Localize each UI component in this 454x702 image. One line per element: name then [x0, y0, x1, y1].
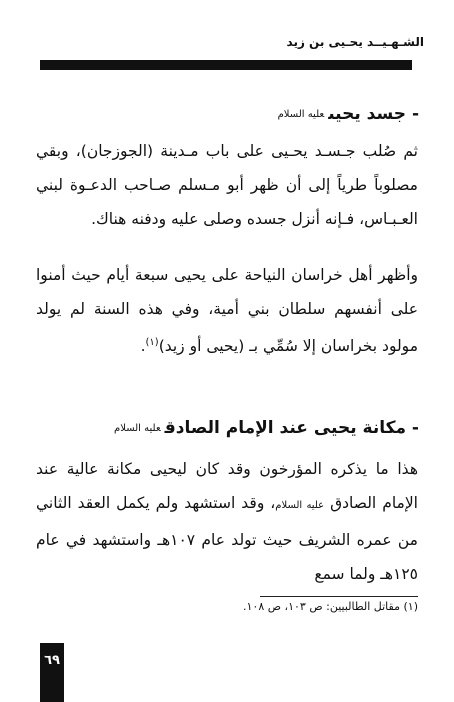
footnote: (١) مقاتل الطالبيين: ص ١٠٣، ص ١٠٨. [243, 600, 418, 613]
section-heading-text: - مكانة يحيى عند الإمام الصادق [164, 418, 419, 438]
paragraph-status-start: هذا ما يذكره المؤرخون وقد كان ليحيى مكانة عالية عند الإمام الصادق [36, 460, 418, 512]
honorific-mark: عليه السلام [114, 422, 161, 434]
section-heading-text: - جسد يحيى [328, 104, 419, 124]
footnote-marker: (١) [145, 337, 159, 348]
footnote-rule [260, 596, 418, 597]
paragraph-mourning-text: وأظهر أهل خراسان النياحة على يحيى سبعة أيام حيث أمنوا على أنفسهم سلطان بني أمية، وفي هذه السنة لم يولد مولود بخراسان إلا سُمِّي بـ (يحيى أو زيد) [36, 266, 418, 356]
paragraph-mourning: وأظهر أهل خراسان النياحة على يحيى سبعة أيام حيث أمنوا على أنفسهم سلطان بني أمية، وفي هذه السنة لم يولد مولود بخراسان إلا سُمِّي بـ (يحيى أو زيد)$^{(١)}$. [36, 266, 418, 356]
honorific-mark: عليه السلام [275, 500, 325, 511]
page-number: ٦٩ [44, 653, 60, 668]
running-header: الشـهـيــد يحـيى بن زيد [286, 35, 424, 49]
section-heading-status [114, 418, 419, 438]
page-number-tab [40, 643, 64, 702]
paragraph-body-fate: ثم صُلب جـسـد يحـيى على باب مـدينة (الجوزجان)، وبقي مصلوباً طرياً إلى أن ظهر أبو مـسلم صـاحب الدعـوة لبني العـبـاس، فـإنه أنزل جسده وصلى عليه ودفنه هناك. [36, 142, 418, 228]
paragraph-status [36, 452, 418, 591]
paragraph-status-end: ، وقد استشهد ولم يكمل العقد الثاني من عمره الشريف حيث تولد عام ١٠٧هـ واستشهد في عام ١٢٥هـ ولما سمع [36, 494, 418, 583]
honorific-mark: عليه السلام [277, 108, 325, 120]
header-rule [40, 60, 412, 70]
section-heading-body [278, 104, 419, 124]
